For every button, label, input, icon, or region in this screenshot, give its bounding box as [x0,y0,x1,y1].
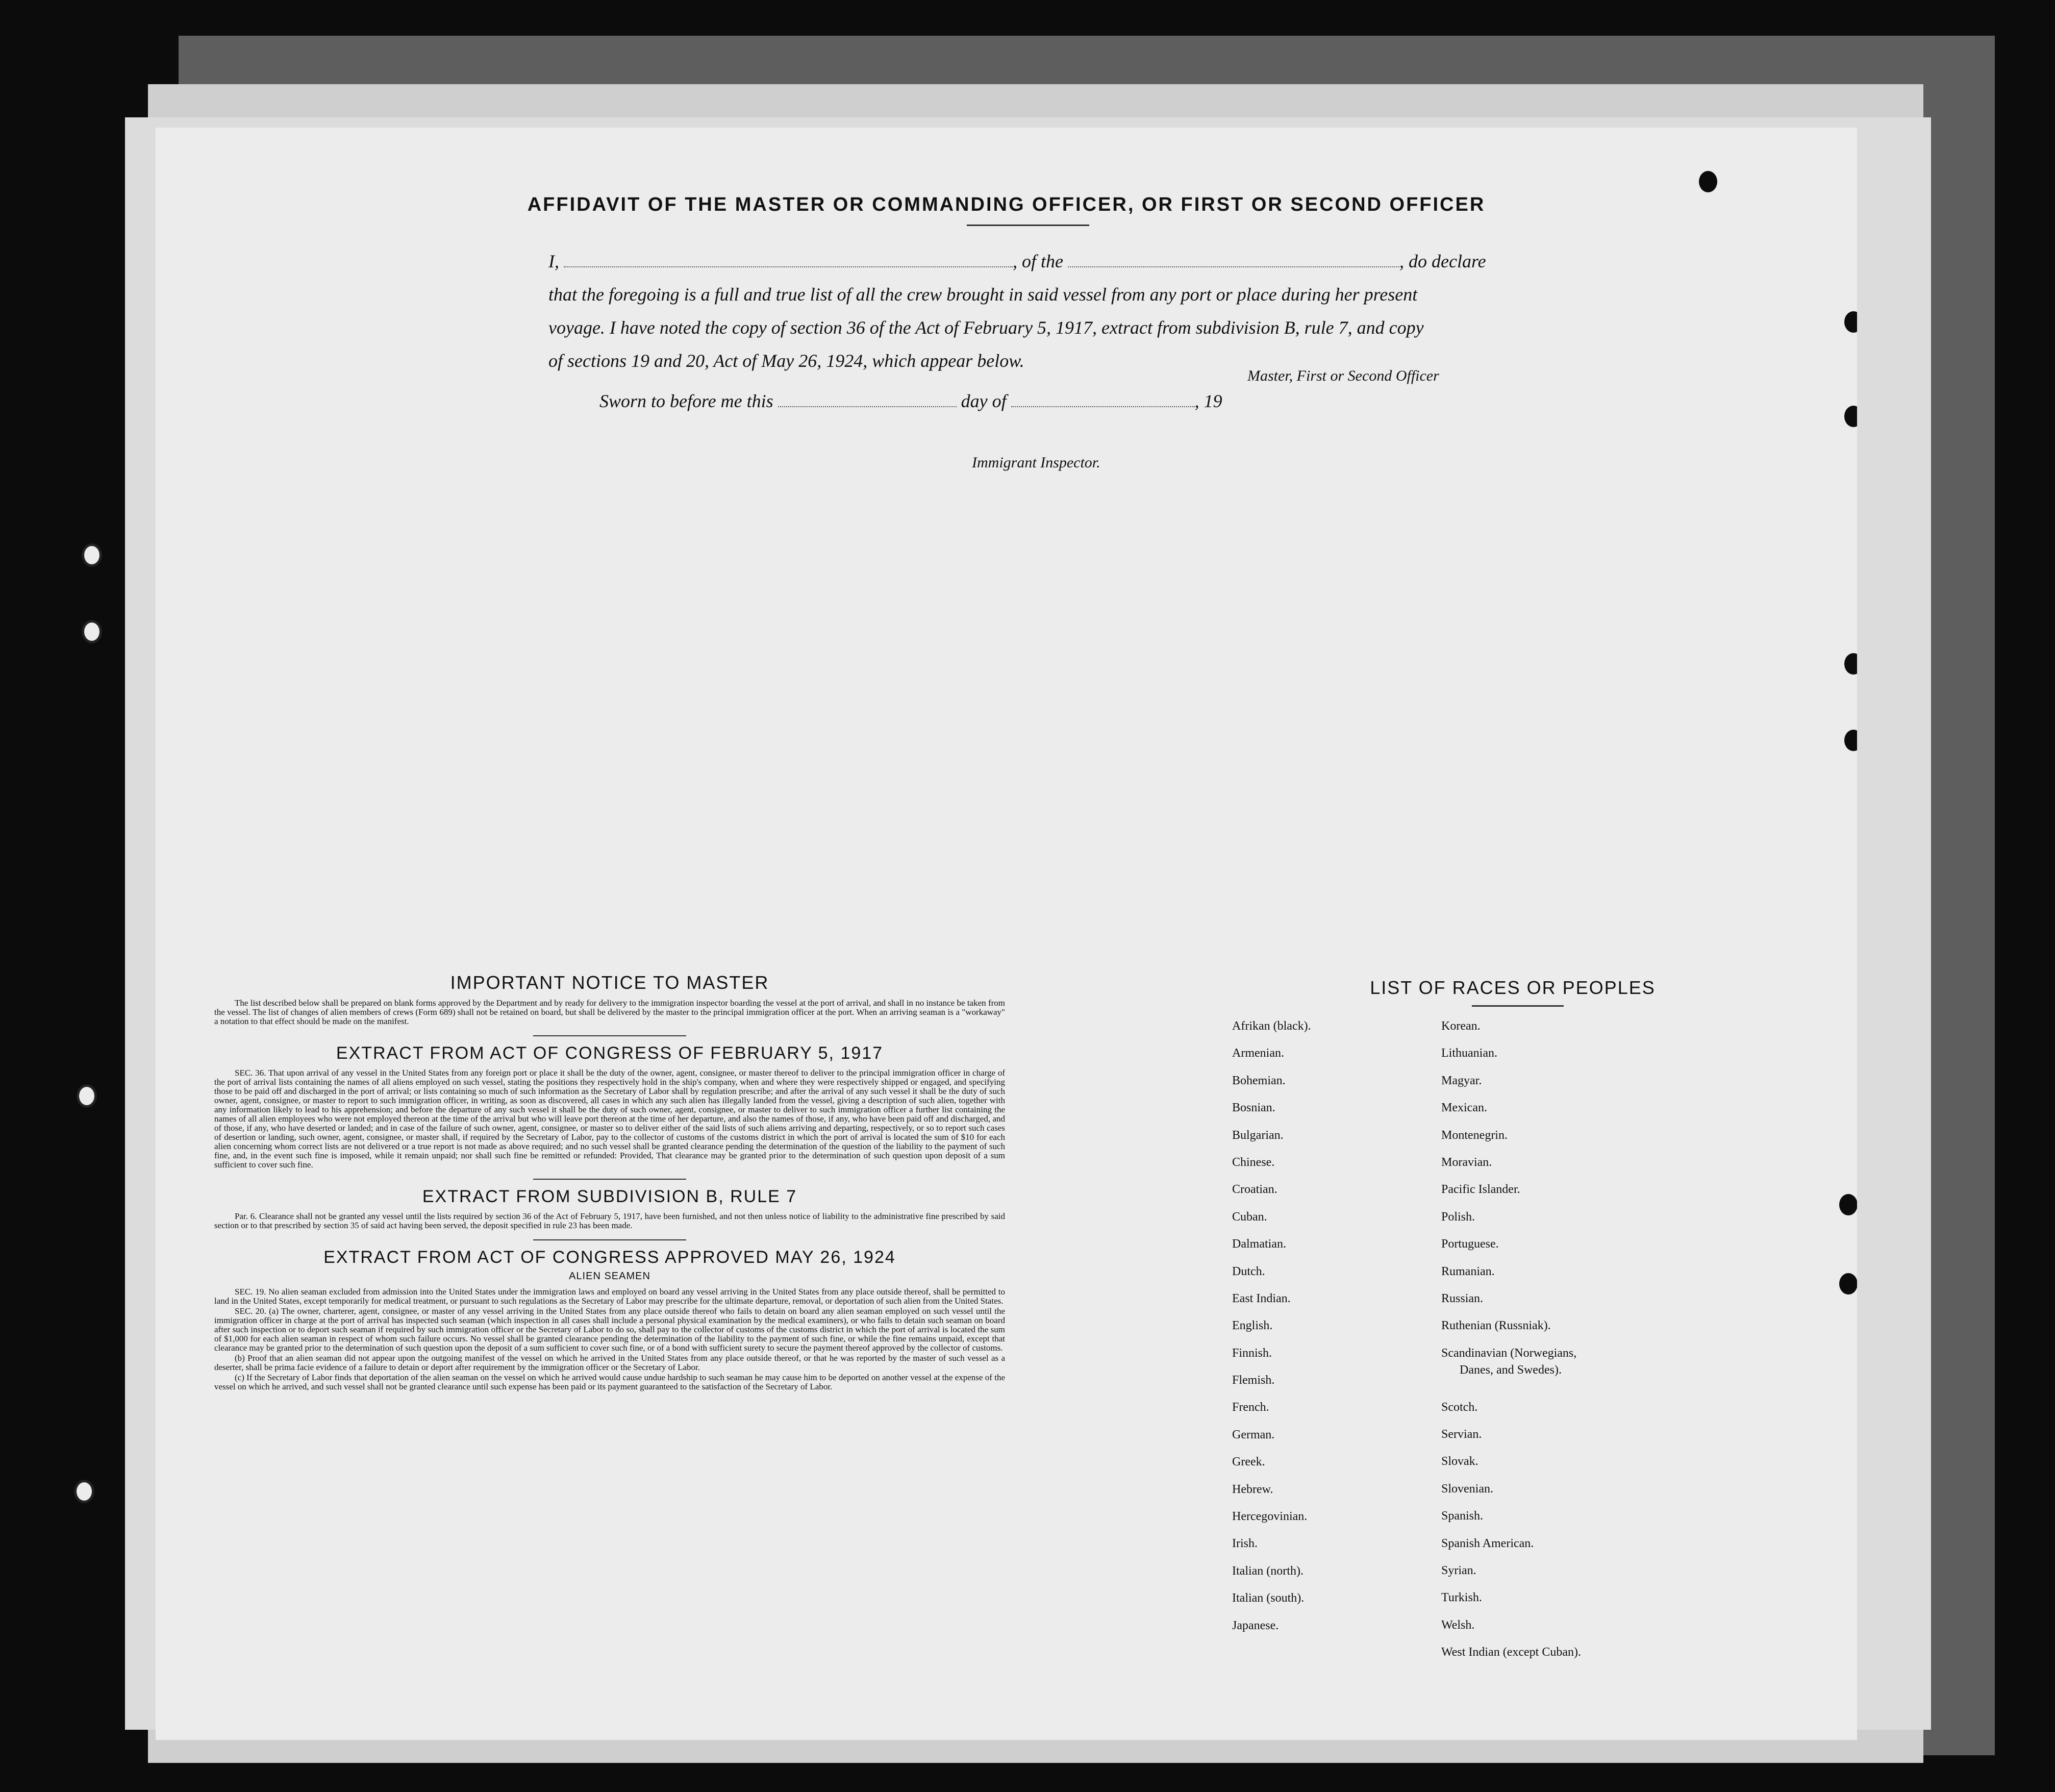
punch-hole-icon [1844,406,1857,427]
race-item: Flemish. [1232,1374,1275,1387]
race-item: Pacific Islander. [1441,1183,1520,1197]
races-left-column [1232,1013,1311,1639]
title-underline [967,225,1089,226]
punch-hole-icon [1844,730,1857,751]
notice-text: The list described below shall be prepared on blank forms approved by the Department and by ready for delivery to the immigration inspector boarding the vessel at the port of arrival, and shall in no instance be taken from the vessel. The list of changes of alien members of crews (Form 689) shall not be retained on board, but shall be delivered by the master to the principal immigration officer at the port. When an arriving seaman is a "workaway" a notation to that effect should be made on the manifest. [214,998,1005,1026]
race-item: Polish. [1441,1210,1475,1224]
race-item: Scotch. [1441,1400,1478,1414]
race-item: Magyar. [1441,1074,1482,1087]
extract-1924-sec20a: SEC. 20. (a) The owner, charterer, agent, consignee, or master of any vessel arriving in the United States from any place outside thereof who fails to detain on board any alien seaman employed on such vessel until the immigration officer in charge at the port of arrival has inspected such seaman (which inspection in all cases shall include a personal physical examination by the medical examiners), or who fails to detain such seaman on board after such inspection or to deport such seaman if required by such immigration officer or the Secretary of Labor to do so, shall pay to the collector of customs of the customs district in which the port of arrival is located the sum of $1,000 for each alien seaman in respect of whom such failure occurs. No vessel shall be granted clearance pending the determination of the liability to the payment of such fine, or while the fine remains unpaid, except that clearance may be granted prior to the determination of such question upon the deposit of a sum sufficient to cover such fine, or of a bond with sufficient surety to secure the payment thereof approved by the collector of customs. [214,1306,1005,1353]
races-title: LIST OF RACES OR PEOPLES [1370,977,1656,998]
race-item: Finnish. [1232,1346,1272,1360]
race-item: English. [1232,1319,1273,1333]
race-item: Bosnian. [1232,1101,1275,1115]
race-item: German. [1232,1428,1275,1441]
race-item: Welsh. [1441,1618,1475,1632]
race-item: Chinese. [1232,1155,1275,1169]
binder-hole-icon [82,543,102,567]
race-item: Rumanian. [1441,1264,1495,1278]
race-item: Servian. [1441,1428,1482,1441]
binder-hole-icon [74,1401,96,1426]
race-item: Irish. [1232,1537,1258,1551]
sworn-day-field[interactable] [778,406,957,407]
race-item: Croatian. [1232,1183,1277,1197]
races-title-underline [1472,1005,1564,1007]
race-item: Dutch. [1232,1264,1265,1278]
sworn-month-field[interactable] [1011,406,1195,407]
do-declare-text: , do declare [1399,251,1486,271]
punch-hole-icon [1844,653,1857,675]
extract-1917-title: EXTRACT FROM ACT OF CONGRESS OF FEBRUARY 5, 1917 [336,1043,884,1063]
race-item: Cuban. [1232,1210,1267,1224]
race-item: Japanese. [1232,1619,1279,1632]
race-item: Greek. [1232,1455,1265,1469]
punch-hole-icon [1699,171,1717,192]
binder-hole-icon [89,301,112,327]
declarant-name-field[interactable] [564,266,1013,267]
race-item: Italian (north). [1232,1564,1304,1578]
manifest-page [156,128,1857,1740]
race-item: Slovenian. [1441,1482,1493,1496]
vessel-name-field[interactable] [1068,266,1399,267]
extract-rule7-text: Par. 6. Clearance shall not be granted any vessel until the lists required by section 36 of the Act of February 5, 1917, have been furnished, and not then unless notice of liability to the administrative fine prescribed by said section or to that prescribed by section 35 of said act having been served, the deposit specified in rule 23 has been made. [214,1211,1005,1230]
race-item: Slovak. [1441,1455,1478,1469]
divider [533,1035,686,1036]
notice-title: IMPORTANT NOTICE TO MASTER [450,972,769,993]
race-item: Spanish. [1441,1509,1484,1523]
race-item: Danes, and Swedes). [1460,1363,1562,1377]
binder-hole-icon [82,620,102,643]
binder-hole-icon [77,1084,97,1108]
race-item: Bulgarian. [1232,1128,1284,1142]
year-prefix: , 19 [1194,391,1222,411]
sworn-text: Sworn to before me this [599,391,773,411]
race-item: West Indian (except Cuban). [1441,1646,1581,1659]
extract-rule7-title: EXTRACT FROM SUBDIVISION B, RULE 7 [422,1187,797,1206]
punch-hole-icon [1839,1273,1857,1295]
races-right-column [1441,1013,1581,1666]
binder-hole-icon [74,1480,94,1503]
race-item: Syrian. [1441,1564,1476,1578]
day-of-text: day of [961,391,1007,411]
race-item: Bohemian. [1232,1074,1286,1087]
extract-1924-sec19: SEC. 19. No alien seaman excluded from admission into the United States under the immigration laws and employed on board any vessel arriving in the United States from any place outside thereof, shall be permitted to land in the United States, except temporarily for medical treatment, or pursuant to such regulations as the Secretary of Labor may prescribe for the ultimate departure, removal, or deportation of such alien from the United States. [214,1287,1005,1306]
affidavit-line-2: that the foregoing is a full and true list of all the crew brought in said vessel from any port or place during her present [548,284,1418,305]
affidavit-line-4: of sections 19 and 20, Act of May 26, 1924, which appear below. [548,351,1024,371]
punch-hole-icon [1844,311,1857,333]
race-item: Spanish American. [1441,1536,1534,1550]
race-item: Moravian. [1441,1155,1492,1169]
race-item: Afrikan (black). [1232,1019,1311,1033]
affidavit-line-1 [548,245,1696,278]
extract-1917-text: SEC. 36. That upon arrival of any vessel in the United States from any foreign port or place it shall be the duty of the owner, agent, consignee, or master thereof to deliver to the principal immigration officer in charge of the port of arrival lists containing the names of all aliens employed on such vessel, stating the positions they respectively hold in the ship's company, when and where they were respectively shipped or engaged, and specifying those to be paid off and discharged in the port of arrival; or lists containing so much of such information as the Secretary of Labor shall by regulation prescribe; and after the arrival of any such vessel it shall be the duty of such owner, agent, consignee, or master to report to such immigration officer, in writing, as soon as discovered, all cases in which any such alien has illegally landed from the vessel, giving a description of such alien, together with any information likely to lead to his apprehension; and before the departure of any such vessel it shall be the duty of such owner, agent, consignee, or master to deliver to such immigration officer a further list containing the names of all alien employees who were not employed thereon at the time of the arrival but who will leave port thereon at the time of her departure, and also the names of those, if any, who have been paid off and discharged, and of those, if any, who have deserted or landed; and in case of the failure of such owner, agent, consignee, or master so to deliver either of the said lists of such aliens arriving and departing, respectively, or so to report such cases of desertion or landing, such owner, agent, consignee, or master shall, if required by the Secretary of Labor, pay to the collector of customs of the customs district in which the port of arrival is located the sum of $10 for each alien concerning whom correct lists are not delivered or a true report is not made as above required; and no such vessel shall be granted clearance pending the determination of the question of the liability to the payment of such fine, and, in the event such fine is imposed, while it remain unpaid; nor shall such fine be remitted or refunded: Provided, That clearance may be granted prior to the determination of such question upon deposit of a sum sufficient to cover such fine. [214,1068,1005,1169]
race-item: Portuguese. [1441,1237,1499,1251]
race-item: Turkish. [1441,1591,1482,1605]
race-item: Armenian. [1232,1047,1284,1060]
extract-1924-sec20c: (c) If the Secretary of Labor finds that deportation of the alien seaman on the vessel on which he arrived would cause undue hardship to such seaman he may cause him to be deported on another vessel at the expense of the vessel on which he arrived, and such vessel shall not be granted clearance until such expense has been paid or its payment guaranteed to the satisfaction of the Secretary of Labor. [214,1373,1005,1391]
binder-hole-icon [89,222,112,247]
race-item: Russian. [1441,1291,1484,1305]
race-item: Ruthenian (Russniak). [1441,1319,1551,1333]
race-item: Korean. [1441,1019,1481,1033]
race-item: Mexican. [1441,1101,1487,1115]
race-item: French. [1232,1401,1269,1414]
alien-seamen-subtitle: ALIEN SEAMEN [569,1271,650,1282]
affidavit-body [548,245,1696,378]
race-item: Hebrew. [1232,1482,1273,1496]
race-item: Lithuanian. [1441,1047,1497,1060]
inspector-signature-label: Immigrant Inspector. [972,454,1100,471]
officer-signature-label: Master, First or Second Officer [1247,367,1439,384]
notice-section [214,972,1005,1391]
punch-hole-icon [1839,1194,1857,1215]
of-the-text: , of the [1013,251,1063,271]
divider [533,1239,686,1240]
race-item: Italian (south). [1232,1591,1305,1605]
race-item: Montenegrin. [1441,1128,1508,1142]
race-item: Dalmatian. [1232,1237,1286,1251]
race-item: Hercegovinian. [1232,1510,1308,1524]
affidavit-title: AFFIDAVIT OF THE MASTER OR COMMANDING OFFICER, OR FIRST OR SECOND OFFICER [527,194,1486,215]
affidavit-line-3: voyage. I have noted the copy of section 36 of the Act of February 5, 1917, extract from subdivision B, rule 7, and copy [548,317,1424,338]
race-item: East Indian. [1232,1291,1291,1305]
extract-1924-title: EXTRACT FROM ACT OF CONGRESS APPROVED MAY 26, 1924 [323,1248,896,1267]
race-item: Scandinavian (Norwegians, [1441,1346,1577,1360]
sworn-line [599,390,1222,412]
declarant-prefix: I, [548,251,559,271]
extract-1924-sec20b: (b) Proof that an alien seaman did not appear upon the outgoing manifest of the vessel on which he arrived in the United States from any place outside thereof, or that he was reported by the master of such vessel as a deserter, shall be prima facie evidence of a failure to detain or deport after requirement by the immigration officer or the Secretary of Labor. [214,1353,1005,1372]
divider [533,1179,686,1180]
